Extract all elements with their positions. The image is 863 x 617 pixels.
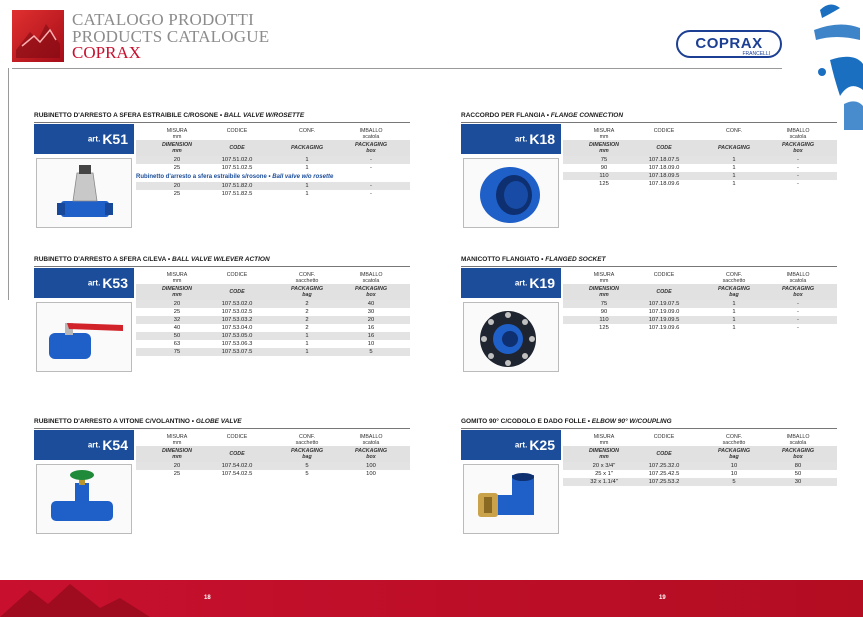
col-code-en: CODE	[229, 145, 245, 151]
catalog-title-it: CATALOGO PRODOTTI	[72, 10, 254, 29]
table-row: 25 x 1" 107.25.42.5 10 50	[595, 471, 802, 477]
product-block-k53	[34, 254, 410, 394]
coprax-badge-logo	[676, 30, 782, 58]
table-header: MISURA mm CODICE CONF. sacchetto IMBALLO scatola DIMENSION mm CODE PACKAGING bag PACKAGING box	[136, 430, 410, 462]
table-body	[563, 300, 837, 332]
side-divider	[8, 68, 9, 300]
flanged-socket-icon	[464, 303, 558, 371]
product-block-k18	[461, 110, 837, 250]
catalog-title-en: PRODUCTS CATALOGUE	[72, 27, 270, 46]
table-row: 75 107.53.07.5 1 5	[136, 348, 410, 356]
table-row: 25 107.51.02.5 1 -	[173, 165, 372, 171]
col-size-en: DIMENSION mm	[161, 142, 193, 154]
article-label: art. K53	[34, 268, 134, 298]
table-row: 20 107.51.82.0 1 -	[136, 182, 410, 190]
col-bag-en: PACKAGING	[291, 145, 323, 151]
page-number-right: 19	[659, 595, 666, 601]
page-number-left: 18	[204, 595, 211, 601]
col-size-it: MISURA mm	[166, 128, 188, 140]
table-row: 125 107.19.09.6 1 -	[599, 325, 799, 331]
product-photo	[36, 158, 132, 228]
variant-subtitle: Rubinetto d'arresto a sfera estraibile s/rosone • Ball valve w/o rosette	[136, 174, 334, 180]
table-row: 50 107.53.05.0 1 16	[136, 332, 410, 340]
table-row: 110 107.19.09.5 1 -	[563, 316, 837, 324]
table-row: 75 107.19.07.5 1 -	[563, 300, 837, 308]
product-photo	[36, 302, 132, 372]
product-title: RACCORDO PER FLANGIA • FLANGE CONNECTION	[461, 110, 837, 123]
table-body	[136, 156, 410, 198]
table-row: 32 x 1.1/4" 107.25.53.2 5 30	[563, 478, 837, 486]
catalog-brand: COPRAX	[72, 43, 141, 62]
table-row: 20 107.54.02.0 5 100	[136, 462, 410, 470]
ball-valve-lever-icon	[37, 303, 131, 371]
product-photo	[36, 464, 132, 534]
table-row: 110 107.18.09.5 1 -	[563, 172, 837, 180]
table-body	[136, 462, 410, 478]
col-box-en: PACKAGING box	[355, 142, 387, 154]
table-row: 20 107.51.02.0 1 -	[136, 156, 410, 164]
table-header: MISURA mm CODICE CONF. sacchetto IMBALLO scatola DIMENSION mm CODE PACKAGING bag PACKAGING box	[136, 268, 410, 300]
table-row: 90 107.19.09.0 1 -	[600, 309, 799, 315]
product-block-k51	[34, 110, 410, 250]
col-bag-it: CONF.	[299, 128, 315, 134]
badge-subtext: FRANCELLI	[742, 51, 770, 57]
col-code-it: CODICE	[226, 128, 248, 134]
title-en: BALL VALVE W/ROSETTE	[223, 112, 305, 119]
table-row: 20 x 3/4" 107.25.32.0 10 80	[563, 462, 837, 470]
product-title: MANICOTTO FLANGIATO • FLANGED SOCKET	[461, 254, 837, 267]
table-row: 63 107.53.06.3 1 10	[173, 341, 375, 347]
table-body	[136, 300, 410, 356]
title-it: RUBINETTO D'ARRESTO A SFERA ESTRAIBILE C/ROSONE	[34, 112, 219, 119]
table-row: 25 107.54.02.5 5 100	[173, 471, 376, 477]
table-row: 20 107.53.02.0 2 40	[136, 300, 410, 308]
table-row: 75 107.18.07.5 1 -	[563, 156, 837, 164]
header-divider	[12, 68, 782, 69]
globe-valve-icon	[37, 465, 131, 533]
product-title: RUBINETTO D'ARRESTO A SFERA C/LEVA • BALL VALVE W/LEVER ACTION	[34, 254, 410, 267]
flange-connection-icon	[464, 159, 558, 227]
table-row: 40 107.53.04.0 2 16	[173, 325, 375, 331]
article-label: art. K25	[461, 430, 561, 460]
eagle-logo-icon	[12, 10, 64, 62]
table-body	[563, 462, 837, 486]
table-header: MISURA mm CODICE CONF. sacchetto IMBALLO scatola DIMENSION mm CODE PACKAGING bag PACKAGING box	[563, 430, 837, 462]
table-row: 125 107.18.09.6 1 -	[599, 181, 799, 187]
table-header: MISURA mm CODICE CONF. sacchetto IMBALLO scatola DIMENSION mm CODE PACKAGING bag PACKAGING box	[563, 268, 837, 300]
col-box-it: IMBALLO scatola	[359, 128, 383, 140]
product-title: GOMITO 90° C/CODOLO E DADO FOLLE • ELBOW 90° W/COUPLING	[461, 416, 837, 429]
table-header	[136, 124, 410, 156]
table-body	[563, 156, 837, 188]
table-row: 25 107.51.82.5 1 -	[173, 191, 372, 197]
ball-valve-rosette-icon	[37, 159, 131, 227]
eagle-watermark-icon	[0, 578, 150, 617]
product-block-k19	[461, 254, 837, 394]
product-title: RUBINETTO D'ARRESTO A VITONE C/VOLANTINO • GLOBE VALVE	[34, 416, 410, 429]
art-prefix: art.	[87, 134, 101, 144]
table-row: 25 107.53.02.5 2 30	[173, 309, 375, 315]
product-title: RUBINETTO D'ARRESTO A SFERA ESTRAIBILE C/ROSONE • BALL VALVE W/ROSETTE	[34, 110, 410, 123]
product-photo	[463, 464, 559, 534]
table-header: MISURA mm CODICE CONF. IMBALLO scatola DIMENSION mm CODE PACKAGING PACKAGING box	[563, 124, 837, 156]
table-row: 90 107.18.09.0 1 -	[600, 165, 799, 171]
article-label: art. K19	[461, 268, 561, 298]
product-photo	[463, 302, 559, 372]
brand-logo-mark	[12, 10, 64, 62]
product-photo	[463, 158, 559, 228]
product-block-k25	[461, 416, 837, 556]
elbow-coupling-icon	[464, 465, 558, 533]
article-label: art. K54	[34, 430, 134, 460]
badge-text: COPRAX	[695, 35, 763, 52]
article-label	[34, 124, 134, 154]
art-number: K51	[102, 131, 128, 147]
table-row: 32 107.53.03.2 2 20	[136, 316, 410, 324]
product-block-k54	[34, 416, 410, 556]
article-label: art. K18	[461, 124, 561, 154]
